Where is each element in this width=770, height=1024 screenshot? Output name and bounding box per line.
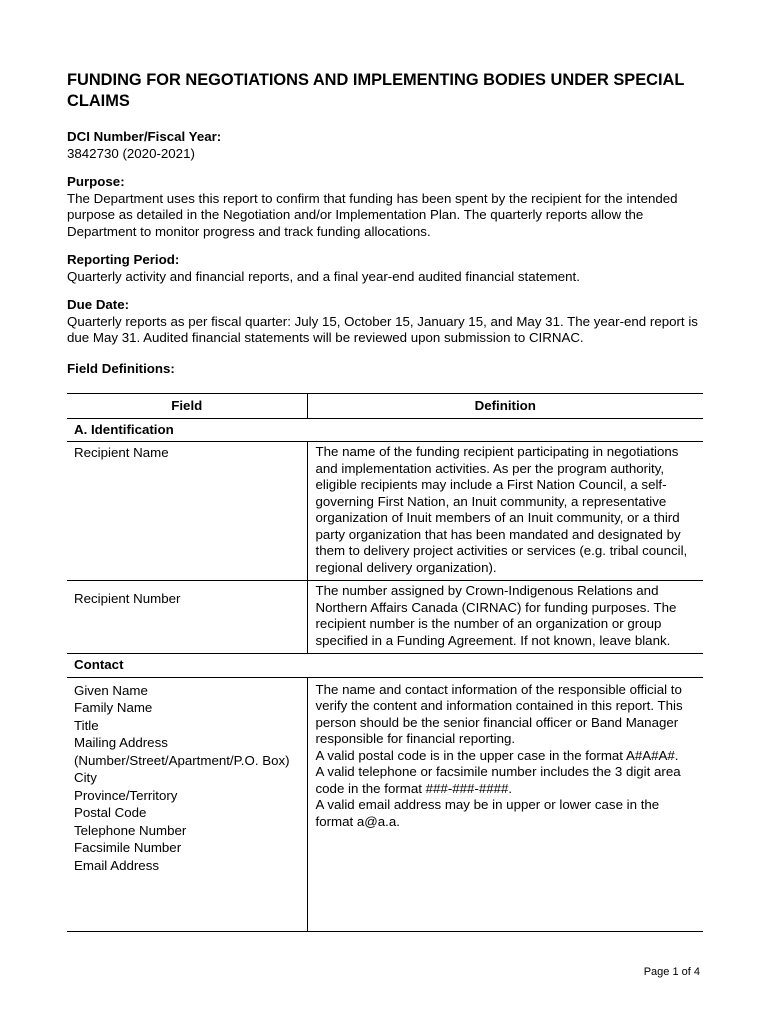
definition-recipient-name: The name of the funding recipient participating in negotiations and implementation activities. As per the program authority, eligible recipients may include a First Nation Council, a self-governing First Nation, an Inuit community, a representative organization of Inuit members of an Inuit community, or a third party organization that has been mandated and designated by them to delivery project activities or services (e.g. tribal council, regional delivery organization). xyxy=(307,442,703,581)
due-date-section xyxy=(67,297,703,347)
group-heading-contact: Contact xyxy=(67,654,703,678)
purpose-label: Purpose: xyxy=(67,174,125,189)
field-facsimile-number: Facsimile Number xyxy=(74,840,182,855)
definition-telephone: A valid telephone or facsimile number includes the 3 digit area code in the format ###-###-####. xyxy=(315,764,681,796)
definition-postal-code: A valid postal code is in the upper case in the format A#A#A#. xyxy=(315,747,679,763)
field-province-territory: Province/Territory xyxy=(74,787,178,803)
field-given-name: Given Name xyxy=(74,682,148,698)
definition-email: A valid email address may be in upper or lower case in the format a@a.a. xyxy=(315,797,660,829)
purpose-text: The Department uses this report to confirm that funding has been spent by the recipient for the intended purpose as detailed in the Negotiation and/or Implementation Plan. The quarterly reports allow the Department to monitor progress and track funding allocations. xyxy=(67,190,678,239)
field-mailing-address: Mailing Address (Number/Street/Apartment/P.O. Box) xyxy=(74,735,290,768)
contact-definitions-cell xyxy=(307,677,703,931)
document-page xyxy=(67,70,703,932)
field-family-name: Family Name xyxy=(74,700,153,715)
table-row xyxy=(67,442,703,581)
field-recipient-number: Recipient Number xyxy=(67,581,307,654)
group-row-contact xyxy=(67,654,703,678)
field-postal-code: Postal Code xyxy=(74,805,147,820)
field-definitions-table xyxy=(67,393,703,932)
field-city: City xyxy=(74,770,97,785)
purpose-section xyxy=(67,174,703,240)
definition-recipient-number: The number assigned by Crown-Indigenous Relations and Northern Affairs Canada (CIRNAC) for funding purposes. The recipient number is the number of an organization or group specified in a Funding Agreement. If not known, leave blank. xyxy=(307,581,703,654)
dci-section xyxy=(67,129,703,162)
group-heading-identification: A. Identification xyxy=(67,418,703,442)
field-definitions-label: Field Definitions: xyxy=(67,360,175,376)
field-title: Title xyxy=(74,717,99,733)
column-header-definition: Definition xyxy=(307,394,703,419)
page-number: Page 1 of 4 xyxy=(643,966,700,978)
contact-fields-cell xyxy=(67,677,307,931)
reporting-period-text: Quarterly activity and financial reports, and a final year-end audited financial statement. xyxy=(67,268,580,284)
document-title: FUNDING FOR NEGOTIATIONS AND IMPLEMENTING BODIES UNDER SPECIAL CLAIMS xyxy=(67,71,685,110)
dci-label: DCI Number/Fiscal Year: xyxy=(67,129,222,144)
definition-contact-official: The name and contact information of the responsible official to verify the content and information contained in this report. This person should be the senior financial officer or Band Manager responsible for financial reporting. xyxy=(315,681,683,746)
table-row xyxy=(67,677,703,931)
reporting-period-label: Reporting Period: xyxy=(67,252,180,267)
due-date-label: Due Date: xyxy=(67,297,130,312)
group-row-identification xyxy=(67,418,703,442)
table-header-row xyxy=(67,394,703,419)
reporting-period-section xyxy=(67,252,703,285)
field-telephone-number: Telephone Number xyxy=(74,822,187,838)
dci-value: 3842730 (2020-2021) xyxy=(67,145,195,161)
column-header-field: Field xyxy=(67,394,307,419)
due-date-text: Quarterly reports as per fiscal quarter: July 15, October 15, January 15, and May 31. The year-end report is due May 31. Audited financial statements will be reviewed upon submission to CIRNAC. xyxy=(67,313,698,345)
table-row xyxy=(67,581,703,654)
field-email-address: Email Address xyxy=(74,857,159,873)
field-recipient-name: Recipient Name xyxy=(67,442,307,581)
